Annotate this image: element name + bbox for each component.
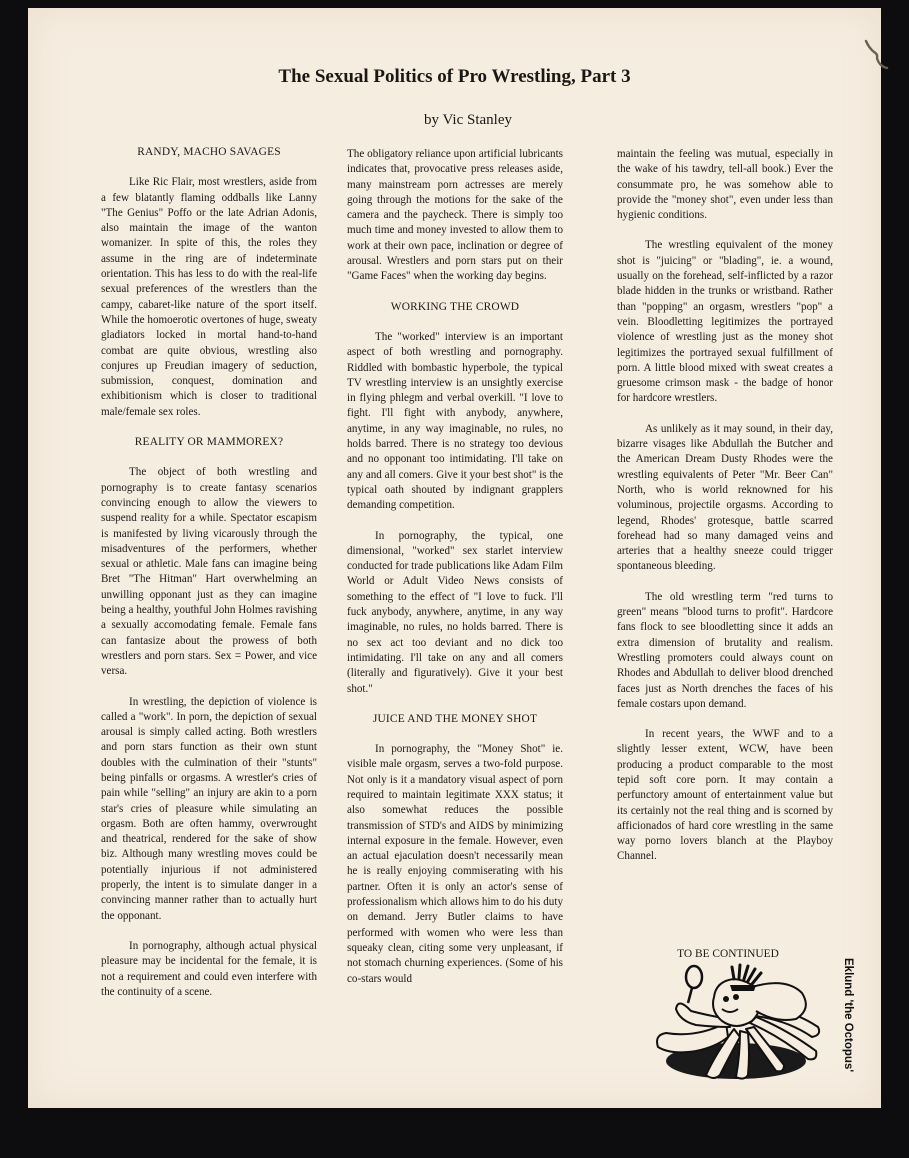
magazine-page <box>28 8 881 1108</box>
article-paragraph: In pornography, the "Money Shot" ie. visible male orgasm, serves a two-fold purpose. Not only is it a mandatory visual aspect of porn required to maintain legitimate XXX status; it also somewhat reduces the possible transmission of STD's and AIDS by minimizing internal exposure in the female. However, even an actual ejaculation doesn't necessarily mean he is really enjoying commiserating with his partner. Often it is only an actor's sense of professionalism which allows him to do his duty on demand. Jerry Butler claims to have performed with women who were less than squeaky clean, citing some very unpleasant, if not stomach churning experiences. (Some of his co-stars would <box>347 743 563 985</box>
section-heading: RANDY, MACHO SAVAGES <box>137 146 281 158</box>
article-paragraph: The "worked" interview is an important aspect of both wrestling and pornography. Riddled with bombastic hyperbole, the typical TV wrestling interview is an unsightly exercise in flying phlegm and verbal overkill. "I love to fight. I'll fight with anybody, anywhere, anytime, in any way imaginable, no rules, no holds barred. There is no strategy too devious and no opponant too intimidating. I'll take on any and all comers. Give it your best shot" is the typical oath shouted by indignant grapplers demanding competition. <box>347 330 563 512</box>
section-heading: REALITY OR MAMMOREX? <box>134 436 284 449</box>
article-paragraph: The old wrestling term "red turns to green" means "blood turns to profit". Hardcore fans flock to see bloodletting since it adds an extra dimension of brutality and realism. Wrestling promoters could always count on Rhodes and Abdullah to deliver blood drenched faces just as North drenches the faces of his female costars upon demand. <box>617 590 833 710</box>
article-title: The Sexual Politics of Pro Wrestling, Part 3 <box>278 66 631 87</box>
article-paragraph: In pornography, although actual physical pleasure may be incidental for the female, it is not a requirement and could even interfere with the continuity of a scene. <box>101 939 317 998</box>
article-paragraph: The wrestling equivalent of the money shot is "juicing" or "blading", ie. a wound, usually on the forehead, self-inflicted by a razor blade hidden in the trunks or wristband. Rather than "popping" an orgasm, wrestlers "pop" a vein. Bloodletting legitimizes the portrayed violence of wrestling just as the money shot legitimizes the portrayed sexual fulfillment of porn. A little blood mixed with sweat creates a gruesome crimson mask - the badge of honor for hardcore wrestlers. <box>617 239 833 405</box>
article-paragraph: maintain the feeling was mutual, especially in the wake of his tawdry, tell-all book.) Ever the consummate pro, he was somehow able to provide the "money shot", even under less than hygienic conditions. <box>617 148 833 222</box>
article-paragraph: In recent years, the WWF and to a slightly lesser extent, WCW, have been producing a product comparable to the most tepid soft core porn. It may contain a perfunctory amount of entertainment value but its certainly not the real thing and is scorned by afficionados of hard core wrestling in the same way porno lovers blanch at the Playboy Channel. <box>617 728 833 863</box>
illustration-credit: Eklund 'the Octopus' <box>842 958 854 1073</box>
article-column-3 <box>617 147 833 880</box>
section-heading: JUICE AND THE MONEY SHOT <box>372 712 538 725</box>
article-paragraph: Like Ric Flair, most wrestlers, aside from a few blatantly flaming oddballs like Lanny "The Genius" Poffo or the late Adrian Adonis, also maintain the image of the wanton womanizer. In spite of this, the roles they assume in the ring are of indeterminate orientation. This has less to do with the real-life sexual preferences of the wrestlers than the campy, cabaret-like nature of the sport itself. While the homoerotic overtones of huge, sweaty gladiators locked in mortal hand-to-hand combat are quite obvious, wrestling also conjures up Freudian imagery of seduction, submission, conquest, domination and exhibitionism which is closer to traditional male/female sex roles. <box>101 176 317 418</box>
article-paragraph: The obligatory reliance upon artificial lubricants indicates that, provocative press releases aside, many mainstream porn actresses are merely going through the motions for the sake of the camera and the paycheck. There is simply too much time and money invested to allow them to work at their own pace, inclination or degree of arousal. Wrestlers and porn stars put on their "Game Faces" when the working day begins. <box>347 148 563 283</box>
article-column-2 <box>347 147 563 1002</box>
article-paragraph: In pornography, the typical, one dimensional, "worked" sex starlet interview conducted for trade publications like Adam Film World or Adult Video News consists of something to the effect of "I love to fuck. I'll fuck anybody, anywhere, anytime, in any way imaginable, no rules, no holds barred. There is no sex act too deviant and no dick too intimidating. I'll take on any and all comers (literally and figuratively). Give it your best shot." <box>347 529 563 695</box>
section-heading: WORKING THE CROWD <box>390 300 520 313</box>
article-paragraph: As unlikely as it may sound, in their day, bizarre visages like Abdullah the Butcher and the American Dream Dusty Rhodes were the wrestling equivalents of Peter "Mr. Beer Can" North, who is world reknowned for his voluminous, projectile orgasms. According to legend, Rhodes' grotesque, battle scarred forehead had so many damaged veins and arteries that a healthy sneeze could trigger spontaneous bleeding. <box>617 422 833 573</box>
article-paragraph: In wrestling, the depiction of violence is called a "work". In porn, the depiction of sexual arousal is simply called acting. Both wrestlers and porn stars function as their own stunt doubles with the culmination of their "stunts" being pinfalls or orgasms. A wrestler's cries of pain while "selling" an injury are akin to a porn star's cries of pleasure while simulating an orgasm. Both are often hammy, overwrought and theatrical, rendered for the sake of show biz. Although many wrestling moves could be potentially injurious if not administered properly, the intent is to simulate danger in a convincing manner rather than to actually hurt the opponant. <box>101 695 317 922</box>
octopus-cartoon-icon <box>636 963 841 1085</box>
article-paragraph: The object of both wrestling and pornography is to create fantasy scenarios convincing enough to allow the viewers to suspend reality for a while. Spectator escapism is manifested by living vicarously through the misadventures of the performers, whether sexual or athletic. Male fans can imagine being Bret "The Hitman" Hart overwhelming an unwilling opponant just as they can imagine being a healthy, youthful John Holmes ravishing a sexually accomodating female. Female fans can fantasize about the prowess of both wrestlers and porn stars. Sex = Power, and vice versa. <box>101 466 317 678</box>
to-be-continued: TO BE CONTINUED <box>677 948 779 960</box>
article-byline: by Vic Stanley <box>424 112 512 128</box>
article-column-1 <box>101 145 317 1015</box>
